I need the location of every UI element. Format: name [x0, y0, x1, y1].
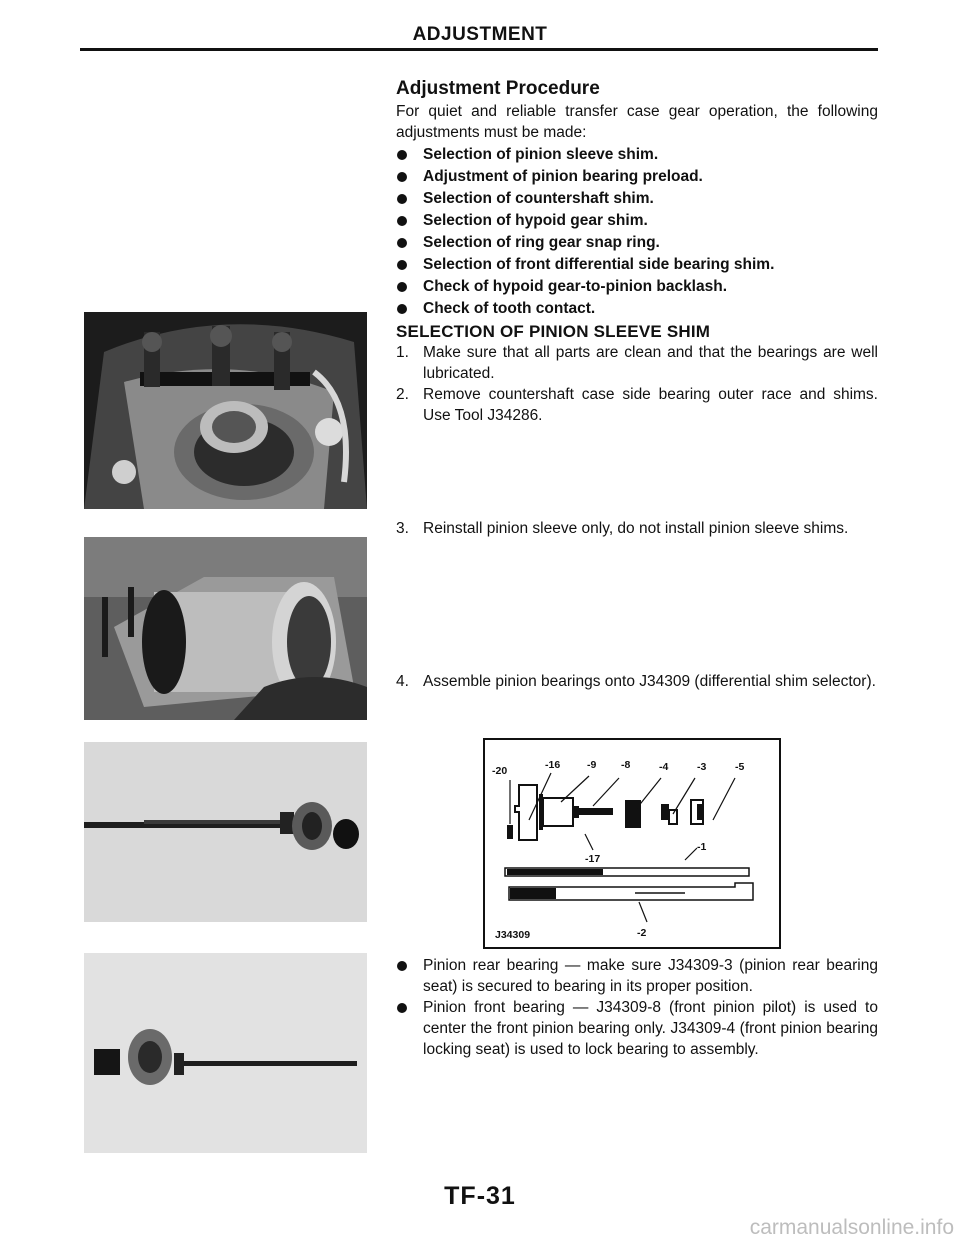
label-1: -1 — [697, 841, 707, 853]
step-text: Assemble pinion bearings onto J34309 (differential shim selector). — [423, 673, 876, 690]
tool-label: J34309 — [495, 929, 531, 941]
step-4-block — [396, 671, 878, 692]
procedure-heading: Adjustment Procedure — [396, 78, 600, 99]
label-17: -17 — [585, 853, 601, 865]
step-text: Reinstall pinion sleeve only, do not install pinion sleeve shims. — [423, 520, 849, 537]
bullet-item: Check of tooth contact. — [396, 298, 878, 319]
transfer-case-tool-photo — [84, 312, 367, 509]
watermark: carmanualsonline.info — [749, 1216, 954, 1239]
bullet-item: Adjustment of pinion bearing preload. — [396, 166, 878, 187]
part-9 — [543, 798, 573, 826]
page-number: TF-31 — [444, 1182, 516, 1210]
section-heading: SELECTION OF PINION SLEEVE SHIM — [396, 322, 711, 341]
label-3: -3 — [697, 761, 707, 773]
step-2 — [396, 384, 878, 426]
step-number: 2. — [396, 386, 409, 403]
part-20 — [507, 825, 513, 839]
step-number: 4. — [396, 673, 409, 690]
label-2: -2 — [637, 927, 647, 939]
shim-selector-diagram — [483, 738, 781, 949]
rod-2-knurl — [510, 888, 556, 899]
page-header: ADJUSTMENT — [412, 24, 548, 45]
note-item: Pinion front bearing — J34309-8 (front pinion pilot) is used to center the front pinion bearing only. J34309-4 (front pinion bearing locking seat) is used to lock bearing to assembly. — [396, 997, 878, 1060]
step-3 — [396, 518, 878, 539]
part-4 — [625, 800, 641, 828]
bullet-item: Selection of front differential side bearing shim. — [396, 254, 878, 275]
pinion-sleeve-photo — [84, 537, 367, 720]
step-number: 1. — [396, 344, 409, 361]
intro-section — [396, 78, 878, 426]
label-5: -5 — [735, 761, 745, 773]
step-number: 3. — [396, 520, 409, 537]
rod-1-knurl — [507, 869, 603, 875]
label-8: -8 — [621, 759, 631, 771]
bullet-item: Selection of hypoid gear shim. — [396, 210, 878, 231]
label-9: -9 — [587, 759, 597, 771]
bullet-item: Selection of ring gear snap ring. — [396, 232, 878, 253]
shim-selector-front-bearing-photo — [84, 953, 367, 1153]
header-rule — [80, 48, 878, 51]
step-text: Remove countershaft case side bearing outer race and shims. Use Tool J34286. — [423, 386, 878, 424]
part-17 — [579, 808, 613, 815]
intro-text: For quiet and reliable transfer case gear operation, the following adjustments must be made: — [396, 103, 878, 141]
label-16: -16 — [545, 759, 561, 771]
bullet-item: Selection of countershaft shim. — [396, 188, 878, 209]
label-20: -20 — [492, 765, 508, 777]
shim-selector-rear-bearing-photo — [84, 742, 367, 922]
part-3 — [661, 804, 669, 820]
step-4 — [396, 671, 878, 692]
part-16 — [515, 785, 537, 840]
bullet-item: Selection of pinion sleeve shim. — [396, 144, 878, 165]
step-3-block — [396, 518, 878, 539]
bullet-item: Check of hypoid gear-to-pinion backlash. — [396, 276, 878, 297]
label-4: -4 — [659, 761, 669, 773]
note-item: Pinion rear bearing — make sure J34309-3 (pinion rear bearing seat) is secured to bearing in its proper position. — [396, 955, 878, 997]
notes-section — [396, 955, 878, 1060]
step-1 — [396, 342, 878, 384]
step-text: Make sure that all parts are clean and that the bearings are well lubricated. — [423, 344, 878, 382]
